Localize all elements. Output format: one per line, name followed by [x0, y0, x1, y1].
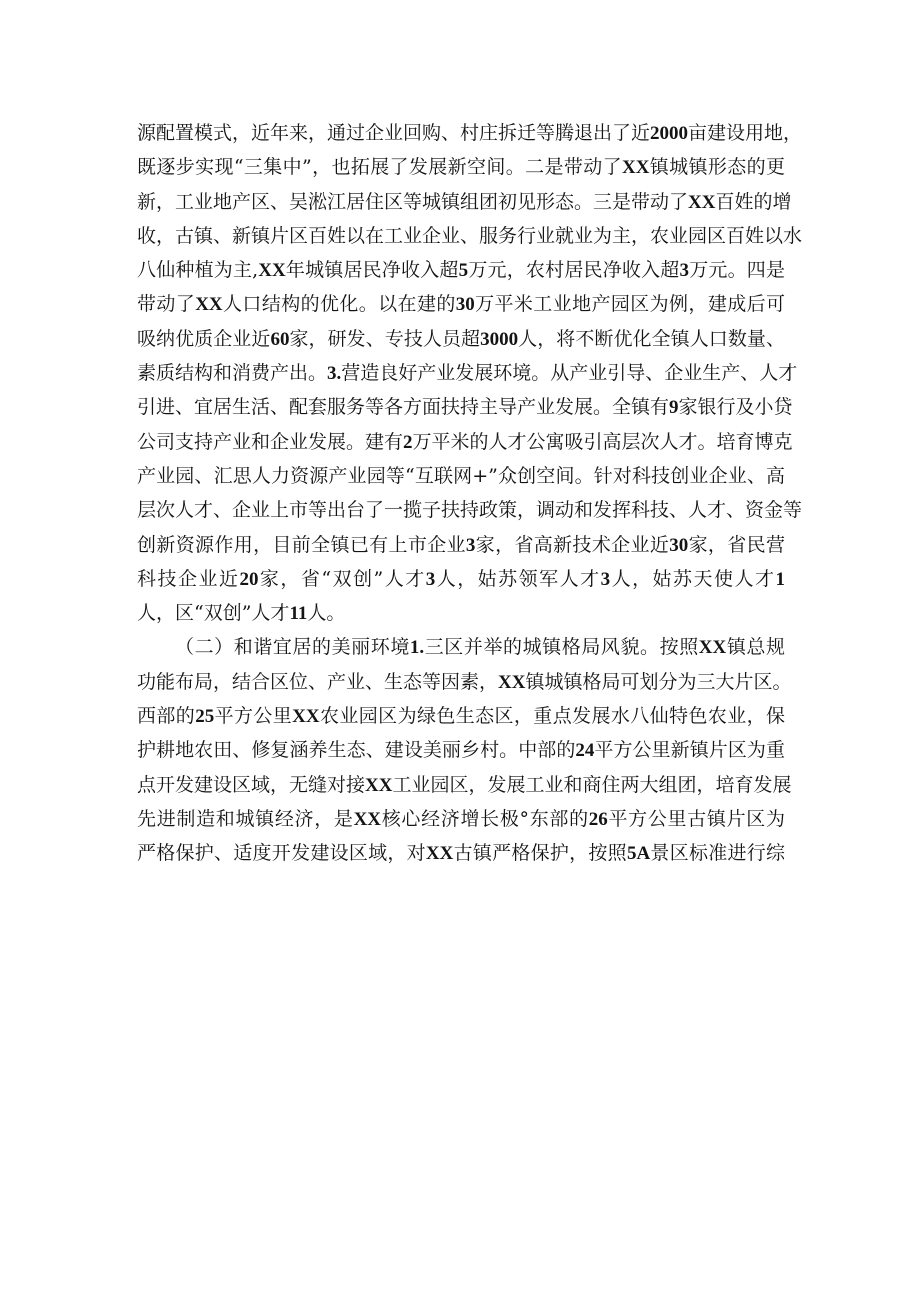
text-line: 引进、宜居生活、配套服务等各方面扶持主导产业发展。全镇有9家银行及小贷 [137, 396, 793, 419]
text-line: 先进制造和城镇经济，是XX核心经济增长极°东部的26平方公里古镇片区为 [137, 807, 785, 830]
text-line: （二）和谐宜居的美丽环境1.三区并举的城镇格局风貌。按照XX镇总规 [175, 636, 785, 659]
text-line: 层次人才、企业上市等出台了一揽子扶持政策，调动和发挥科技、人才、资金等 [137, 499, 803, 522]
text-line: 科技企业近20家，省“双创”人才3人，姑苏领军人才3人，姑苏天使人才1 [137, 567, 785, 590]
text-line: 吸纳优质企业近60家，研发、专技人员超3000人，将不断优化全镇人口数量、 [137, 327, 785, 350]
text-line: 护耕地农田、修复涵养生态、建设美丽乡村。中部的24平方公里新镇片区为重 [137, 739, 785, 762]
text-line: 功能布局，结合区位、产业、生态等因素，XX镇城镇格局可划分为三大片区。 [137, 670, 792, 693]
text-line: 八仙种植为主,XX年城镇居民净收入超5万元，农村居民净收入超3万元。四是 [137, 259, 785, 282]
text-line: 产业园、汇思人力资源产业园等“互联网+”众创空间。针对科技创业企业、高 [137, 464, 785, 487]
text-line: 人，区“双创”人才11人。 [137, 602, 346, 625]
paragraph-1 [137, 116, 803, 630]
text-line: 创新资源作用，目前全镇已有上市企业3家，省高新技术企业近30家，省民营 [137, 533, 785, 556]
text-line: 带动了XX人口结构的优化。以在建的30万平米工业地产园区为例，建成后可 [137, 293, 785, 316]
text-line: 点开发建设区域，无缝对接XX工业园区，发展工业和商住两大组团，培育发展 [137, 773, 792, 796]
text-line: 公司支持产业和企业发展。建有2万平米的人才公寓吸引高层次人才。培育博克 [137, 430, 793, 453]
body-text [137, 116, 803, 871]
text-line: 新，工业地产区、吴淞江居住区等城镇组团初见形态。三是带动了XX百姓的增 [137, 190, 792, 213]
text-line: 既逐步实现“三集中”，也拓展了发展新空间。二是带动了XX镇城镇形态的更 [137, 156, 785, 179]
text-line: 收，古镇、新镇片区百姓以在工业企业、服务行业就业为主，农业园区百姓以水 [137, 224, 803, 247]
text-line: 源配置模式，近年来，通过企业回购、村庄拆迁等腾退出了近2000亩建设用地， [137, 122, 803, 144]
text-line: 西部的25平方公里XX农业园区为绿色生态区，重点发展水八仙特色农业，保 [137, 705, 785, 728]
paragraph-2 [137, 630, 792, 870]
text-line: 素质结构和消费产出。3.营造良好产业发展环境。从产业引导、企业生产、人才 [137, 362, 798, 385]
text-line: 严格保护、适度开发建设区域，对XX古镇严格保护，按照5A景区标准进行综 [137, 842, 785, 865]
